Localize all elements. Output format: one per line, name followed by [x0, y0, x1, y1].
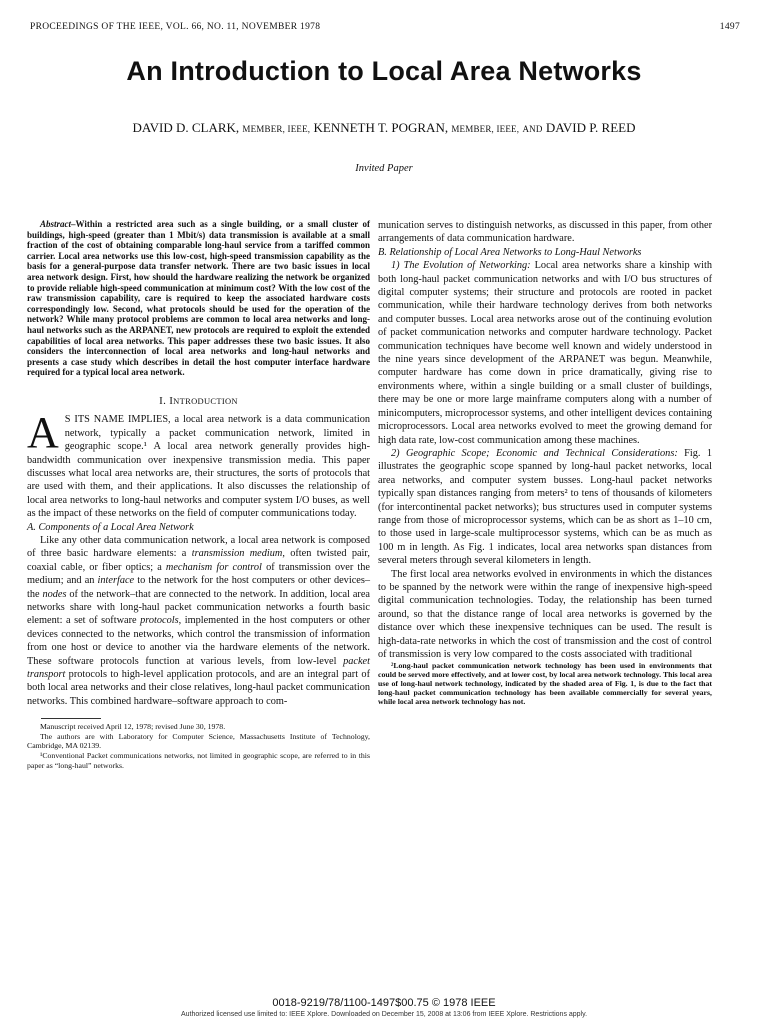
- continued-paragraph: munication serves to distinguish networks, as discussed in this paper, from other arrangements of data communication hardware.: [378, 220, 712, 245]
- text-run: of transmission over the medium; and an: [27, 561, 371, 587]
- term-protocols: protocols: [140, 615, 179, 627]
- term-packet-transport: packet transport: [27, 655, 370, 681]
- text-run: Like any other data communication network, a local area network is composed of three basic hardware elements: a: [27, 534, 370, 560]
- term-nodes: nodes: [42, 588, 67, 600]
- section-title-first: I: [169, 394, 174, 407]
- page-number: 1497: [719, 22, 740, 32]
- copyright-code: 0018-9219/78/1100-1497$00.75 © 1978 IEEE: [272, 997, 496, 1009]
- author-pogran: KENNETH T. POGRAN,: [313, 120, 449, 135]
- term-mechanism-control: mechanism for control: [165, 561, 262, 573]
- evolution-paragraph: [378, 259, 712, 447]
- membership-clark: MEMBER, IEEE,: [242, 124, 311, 134]
- components-paragraph: [27, 534, 370, 708]
- abstract-label: Abstract: [40, 219, 72, 229]
- text-run: , often twisted pair, coaxial cable, or fiber optics; a: [27, 548, 370, 573]
- author-and: AND: [522, 124, 543, 134]
- author-reed: DAVID P. REED: [545, 120, 636, 135]
- footnote-affiliation: The authors are with Laboratory for Computer Science, Massachusetts Institute of Technology, Cambridge, MA 02139.: [27, 731, 370, 751]
- text-run: of the network–that are connected to the network. In addition, local area networks share with long-haul packet communication networks a fourth basic element: a set of software: [27, 588, 371, 627]
- footnote-1: ¹Conventional Packet communications networks, not limited in geographic scope, are referred to in this paper as “long-haul” networks.: [27, 751, 370, 770]
- section-heading-introduction: [27, 395, 370, 408]
- license-notice: Authorized licensed use limited to: IEEE Xplore. Downloaded on December 15, 2008 at 13:06 from IEEE Xplore. Restrictions apply.: [180, 1011, 588, 1018]
- left-column: [27, 219, 370, 770]
- paper-title: An Introduction to Local Area Networks: [126, 56, 642, 86]
- right-column: [378, 219, 712, 706]
- subsection-heading-a: A. Components of a Local Area Network: [27, 521, 194, 533]
- text-run: , implemented in the host computers or other devices connected to the networks, which control the transmission of information from one host or device to another via the hardware elements of the network. These software protocols function at various levels, from low-level: [27, 615, 371, 667]
- abstract-text: –Within a restricted area such as a single building, or a small cluster of buildings, high-speed (greater than 1 Mbit/s) data transmission is available at a small fraction of the cost of obtaining comparable long-haul service from a tariffed common carrier. Local area networks use this low-cost, high-speed transmission capability as the basis for a general-purpose data transfer network. There are two basic issues in local area network design. First, how should the hardware realizing the network be organized to provide reliable high-speed communication at minimum cost? With the low cost of the raw transmission capability, care is required to keep the associated hardware costs correspondingly low. Second, what protocols should be used for the operation of the network? While many protocol problems are common to local area networks and long-haul networks such as the ARPANET, new protocols are required to exploit the extended capabilities of local area networks. This paper addresses these two basic issues. It also considers the interconnection of local area networks and long-haul networks and presents a case study which describes in detail the host computer interface hardware required for a typical local area network.: [27, 219, 370, 378]
- footnote-rule: [41, 718, 101, 719]
- text-run: to the network for the host computers or other devices–the: [27, 575, 370, 600]
- footnote-manuscript: Manuscript received April 12, 1978; revised June 30, 1978.: [40, 722, 226, 732]
- footnote-2: ²Long-haul packet communication network technology has been used in environments that could be served more effectively, and at lower cost, by local area network technology. This local area use of long-haul network technology, indicated by the shaded area of Fig. 1, is due to the fact that long-haul packet communication technology has been available commercially for several years, while local area network technology has not.: [378, 661, 712, 707]
- evolution-text: Local area networks share a kinship with both long-haul packet communication networks and with I/O bus structures of digital computer systems; their structure and protocols are rooted in packet communication, while their hardware technology derives from both networks and computer busses. Local area networks arose out of the continuing evolution of packet communication networks and computer hardware technology. Packet communication techniques have become well known and widely understood in the nine years since development of the ARPANET was begun. Meanwhile, computer hardware has come down in price dramatically, giving rise to environments where, within a single building or a small cluster of buildings, there may be one or more large mainframe computers along with a number of minicomputers, microprocessor systems, and other intelligent devices containing microprocessors. Local area networks evolved to meet the growing demand for high data rate, low-cost communication among these machines.: [378, 260, 712, 446]
- section-title-rest: NTRODUCTION: [173, 395, 238, 406]
- geographic-text: Fig. 1 illustrates the geographic scope spanned by long-haul packet networks, local area networks, and computer system busses. Long-haul packet networks typically span distances ranging from meters² to tens of thousands of kilometers (for intercontinental packet networks); bus structures used in computer systems range from those of microprocessor systems, which can be as short as 1–10 cm, to those used in large-scale multiprocessor systems, which can be as much as 100 m in length. As Fig. 1 indicates, local area networks span distances from several meters through several kilometers in length.: [378, 447, 712, 567]
- membership-pogran: MEMBER, IEEE,: [451, 124, 520, 134]
- journal-info: PROCEEDINGS OF THE IEEE, VOL. 66, NO. 11, NOVEMBER 1978: [30, 22, 321, 32]
- text-run: protocols to high-level application protocols, and are an integral part of both local area networks and their close relatives, long-haul packet communication networks. This combined hardware–software approach to com-: [27, 669, 370, 707]
- intro-paragraph: S ITS NAME IMPLIES, a local area network is a data communication network, typically a packet communication network, limited in geographic scope.¹ A local area network generally provides high-bandwidth communication over inexpensive transmission media. This paper discusses what local area networks are, their structures, the sorts of protocols that are used with them, and their applications. It also discusses the relationship of local area networks to long-haul networks and computer system I/O buses, as well as the impact of these networks on the field of computer communications today.: [27, 414, 370, 520]
- author-clark: DAVID D. CLARK,: [132, 120, 240, 135]
- geographic-title: 2) Geographic Scope; Economic and Technical Considerations:: [391, 447, 678, 459]
- intro-paragraph-wrap: [27, 408, 370, 520]
- abstract: [27, 219, 370, 378]
- subsection-heading-b: B. Relationship of Local Area Networks to Long-Haul Networks: [378, 246, 642, 258]
- author-line: [0, 120, 768, 136]
- term-transmission-medium: transmission medium: [191, 548, 283, 560]
- drop-cap: A: [27, 408, 59, 458]
- invited-paper-label: Invited Paper: [355, 163, 413, 174]
- section-number: I.: [159, 394, 167, 407]
- term-interface: interface: [97, 575, 135, 587]
- running-header: [30, 22, 740, 32]
- geographic-paragraph: [378, 447, 712, 568]
- first-lans-paragraph: The first local area networks evolved in environments in which the distances to be spanned by the network were within the range of inexpensive high-speed digital communication technologies. Today, the relationship has been turned around, so that the distance range of local area networks is governed by the distance over which these inexpensive techniques can be used. The result is high-data-rate networks in which the cost of transmission and the cost of control of transmission is very low compared to the costs associated with traditional: [378, 568, 712, 660]
- evolution-title: 1) The Evolution of Networking:: [391, 260, 531, 272]
